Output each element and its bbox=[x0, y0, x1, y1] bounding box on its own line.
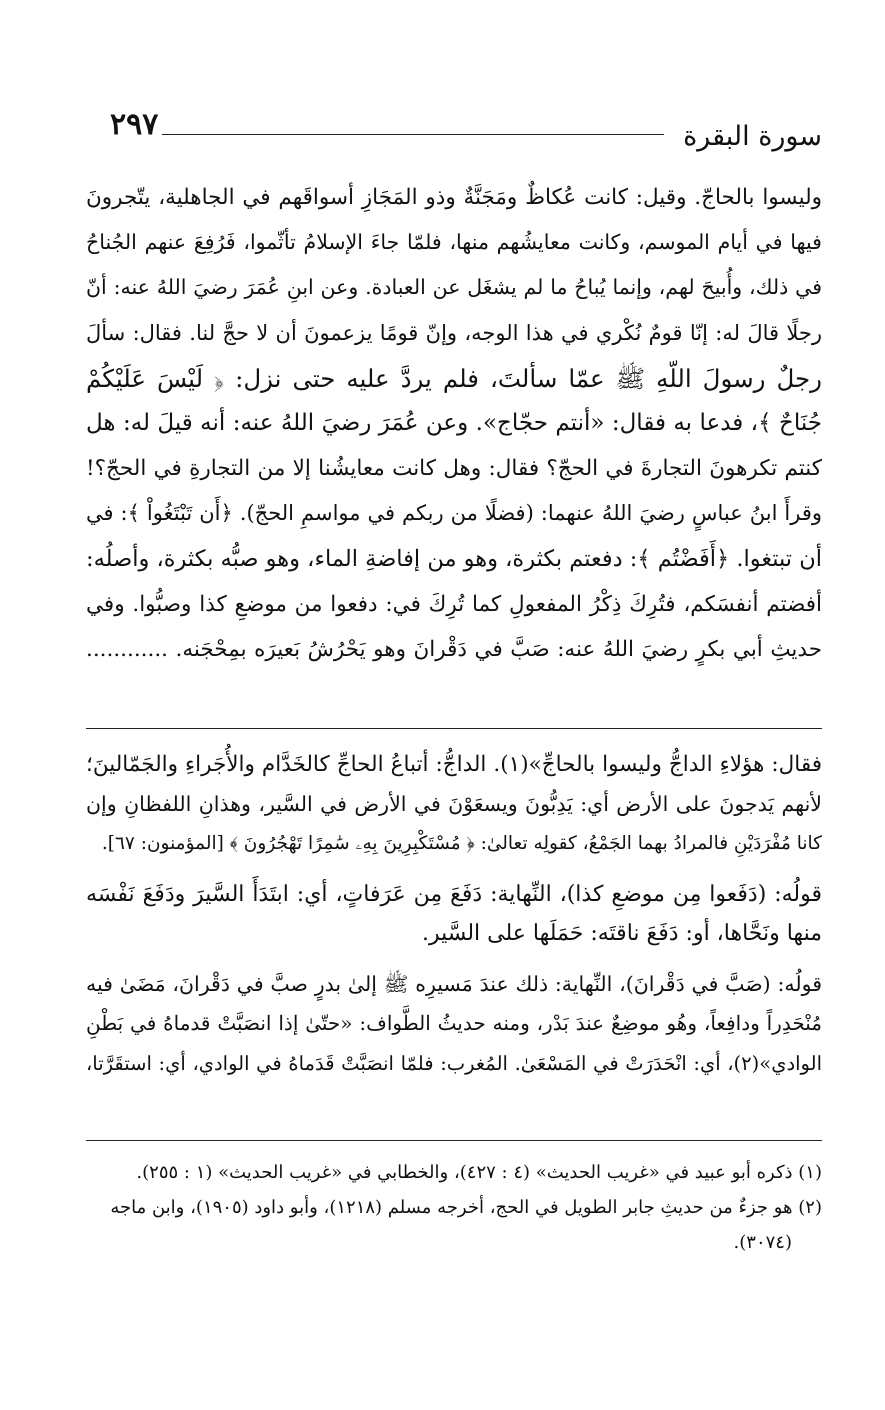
main-line: جُنَاحٌ ﴾، فدعا به فقال: «أنتم حجّاج». وعن عُمَرَ رضيَ اللهُ عنه: أنه قيلَ له: هل bbox=[86, 410, 822, 437]
commentary-paragraph bbox=[86, 745, 822, 864]
main-line: أن تبتغوا. ﴿أَفَضْتُم ﴾: دفعتم بكثرة، وهو من إفاضةِ الماء، وهو صبُّه بكثرة، وأصلُه: bbox=[86, 545, 822, 572]
commentary-line: قولُه: (دَفَعوا مِن موضعِ كذا)، النِّهاية: دَفَعَ مِن عَرَفاتٍ، أي: ابتَدَأَ السَّيرَ ودَفَعَ نَفْسَه bbox=[86, 881, 822, 907]
main-line: كنتم تكرهونَ التجارةَ في الحجّ؟ فقال: وهل كانت معايشُنا إلا من التجارةِ في الحجّ؟! bbox=[86, 456, 822, 482]
commentary-paragraph bbox=[86, 965, 822, 1084]
main-line: وليسوا بالحاجّ. وقيل: كانت عُكاظٌ ومَجَنَّةٌ وذو المَجَازِ أسواقَهم في الجاهلية، يتّجرونَ bbox=[86, 185, 822, 210]
main-line: فيها في أيام الموسم، وكانت معايشُهم منها، فلمّا جاءَ الإسلامُ تأثّموا، فَرُفِعَ عنهم الجُناحُ bbox=[86, 230, 822, 255]
commentary-line: الوادي»(٢)، أي: انْحَدَرَتْ في المَسْعَىٰ. المُغرب: فلمّا انصَبَّتْ قَدَماهُ في الوادي، أي: استقَرَّتا، bbox=[86, 1051, 822, 1075]
footnote-divider bbox=[86, 1140, 822, 1141]
main-line: رجلٌ رسولَ اللّهِ ﷺ عمّا سألتَ، فلم يردَّ عليه حتى نزل: ﴿ لَيْسَ عَلَيْكُمْ bbox=[86, 363, 822, 393]
footnotes bbox=[86, 1155, 822, 1260]
main-text bbox=[86, 175, 822, 672]
main-text-divider bbox=[86, 728, 822, 729]
running-header bbox=[110, 108, 822, 152]
commentary-line: منها ونَحَّاها، أو: دَفَعَ ناقتَه: حَمَلَها على السَّير. bbox=[421, 921, 822, 946]
main-line: وقرأَ ابنُ عباسٍ رضيَ اللهُ عنهما: (فضلًا من ربكم في مواسمِ الحجّ). ﴿أَن تَبْتَغُواْ ﴾: في bbox=[86, 501, 822, 526]
page-number: ٢٩٧ bbox=[110, 107, 159, 142]
commentary-line: كانا مُفْرَدَيْنِ فالمرادُ بهما الجَمْعُ، كقولِه تعالىٰ: ﴿ مُسْتَكْبِرِينَ بِهِۦ سَٰمِرًا تَهْجُرُونَ ﴾ [المؤمنون: ٦٧]. bbox=[101, 833, 822, 854]
commentary-line: لأنهم يَدجونَ على الأرض أي: يَدِبُّونَ ويسعَوْنَ في الأرض في السَّير، وهذانِ اللفظانِ وإن bbox=[86, 791, 822, 816]
main-line: أفضتم أنفسَكم، فتُرِكَ ذِكْرُ المفعولِ كما تُرِكَ في: دفعوا من موضعِ كذا وصبُّوا. وفي bbox=[86, 591, 822, 617]
commentary bbox=[86, 745, 822, 1083]
main-line: حديثِ أبي بكرٍ رضيَ اللهُ عنه: صَبَّ في دَقْرانَ وهو يَحْرُشُ بَعيرَه بمِحْجَنه. ............ bbox=[86, 637, 822, 663]
commentary-paragraph bbox=[86, 875, 822, 954]
surah-title: سورة البقرة bbox=[683, 121, 822, 152]
footnote-2: (٢) هو جزءٌ من حديثِ جابر الطويل في الحج، أخرجه مسلم (١٢١٨)، وأبو داود (١٩٠٥)، وابن ماجه bbox=[110, 1197, 822, 1218]
footnote-1: (١) ذكره أبو عبيد في «غريب الحديث» (٤ : ٤٢٧)، والخطابي في «غريب الحديث» (١ : ٢٥٥). bbox=[136, 1162, 822, 1183]
commentary-line: قولُه: (صَبَّ في دَقْرانَ)، النِّهاية: ذلك عندَ مَسيرِه ﷺ إلىٰ بدرٍ صبَّ في دَقْرانَ، مَضَىٰ فيه bbox=[86, 971, 822, 996]
header-rule bbox=[162, 134, 664, 135]
main-line: رجلًا قالَ له: إنّا قومٌ نُكْري في هذا الوجه، وإنّ قومًا يزعمونَ أن لا حجَّ لنا. فقال: سألَ bbox=[86, 320, 822, 345]
footnote-2-continuation: (٣٠٧٤). bbox=[733, 1232, 792, 1253]
commentary-line: فقال: هؤلاءِ الداجُّ وليسوا بالحاجِّ»(١). الداجُّ: أتباعُ الحاجِّ كالخَدَّام والأُجَراءِ والجَمّالينَ؛ bbox=[86, 752, 823, 777]
commentary-line: مُنْحَدِراً ودافِعاً، وهُو موضِعٌ عندَ بَدْر، ومنه حديثُ الطَّواف: «حتّىٰ إذا انصَبَّتْ قدماهُ في بَطْنِ bbox=[86, 1011, 822, 1035]
main-line: في ذلك، وأُبيحَ لهم، وإنما يُباحُ ما لم يشغَل عن العبادة. وعن ابنِ عُمَرَ رضيَ اللهُ عنه: أنّ bbox=[86, 275, 822, 300]
